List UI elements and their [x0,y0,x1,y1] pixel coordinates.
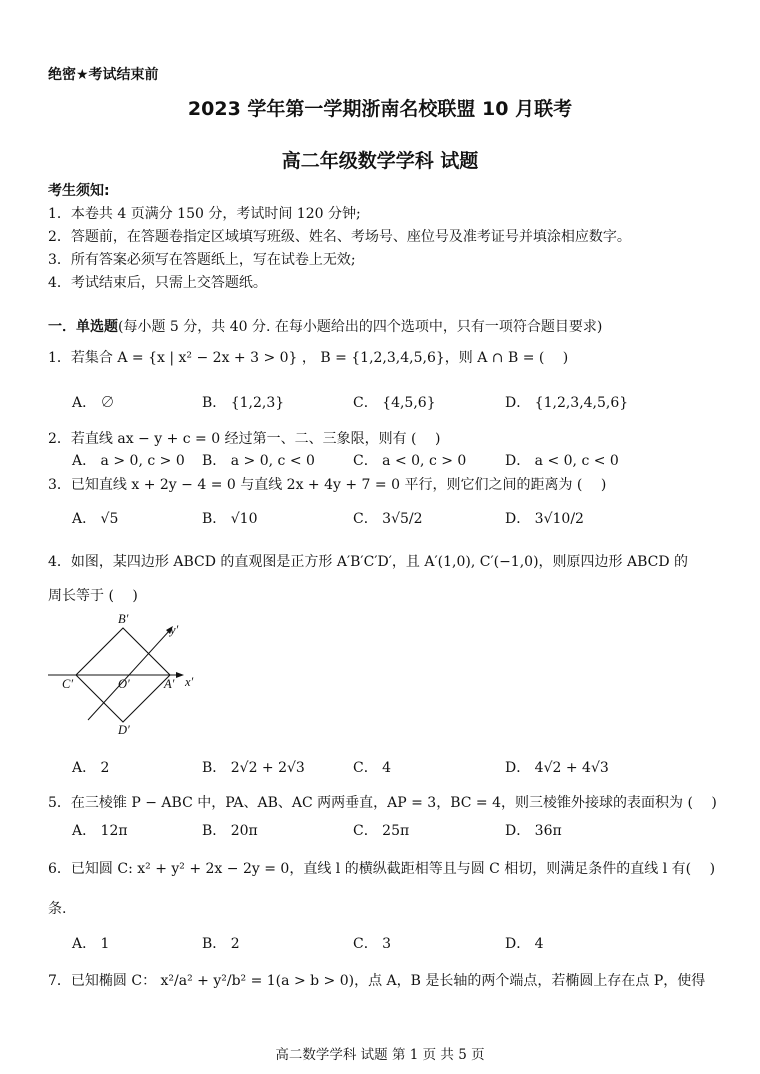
q4-figure [48,608,208,738]
notice-item: 4．考试结束后，只需上交答题纸。 [48,275,267,291]
section-heading [48,316,602,336]
question-7-stem: 7．已知椭圆 C： x²/a² + y²/b² = 1(a > b > 0)，点 A，B 是长轴的两个端点，若椭圆上存在点 P，使得 [48,973,706,989]
label-x: x′ [185,675,194,689]
q6-option-d: D． 4 [505,936,544,952]
q2-option-c: C． a < 0, c > 0 [353,453,467,469]
q1-option-a: A． ∅ [72,395,115,411]
section-desc: (每小题 5 分，共 40 分. 在每小题给出的四个选项中，只有一项符合题目要求) [118,319,603,335]
q5-option-b: B． 20π [202,823,258,839]
q3-option-b: B． √10 [202,511,258,527]
q4-option-d: D． 4√2 + 4√3 [505,760,609,776]
q3-option-a: A． √5 [72,511,119,527]
question-6-stem: 6．已知圆 C: x² + y² + 2x − 2y = 0，直线 l 的横纵截距相等且与圆 C 相切，则满足条件的直线 l 有( ) [48,861,716,877]
label-b: B′ [118,612,129,626]
label-a: A′ [164,677,175,691]
x-axis-arrow-icon [176,672,184,678]
question-4-stem: 4．如图，某四边形 ABCD 的直观图是正方形 A′B′C′D′，且 A′(1,0), C′(−1,0)，则原四边形 ABCD 的 [48,554,689,570]
page-footer: 高二数学学科 试题 第 1 页 共 5 页 [275,1047,485,1063]
label-o: O′ [118,677,130,691]
question-5-stem: 5．在三棱锥 P − ABC 中，PA、AB、AC 两两垂直，AP = 3，BC = 4，则三棱锥外接球的表面积为 ( ) [48,795,717,811]
label-c: C′ [62,677,74,691]
notice-item: 2．答题前，在答题卷指定区域填写班级、姓名、考场号、座位号及准考证号并填涂相应数字。 [48,229,631,245]
q2-option-a: A． a > 0, c > 0 [72,453,185,469]
secret-label: 绝密★考试结束前 [48,67,159,83]
q3-option-c: C． 3√5/2 [353,511,423,527]
q4-option-b: B． 2√2 + 2√3 [202,760,305,776]
question-4-stem-cont: 周长等于 ( ) [48,588,138,604]
q2-option-d: D． a < 0, c < 0 [505,453,619,469]
q3-option-d: D． 3√10/2 [505,511,584,527]
question-2-stem: 2．若直线 ax − y + c = 0 经过第一、二、三象限，则有 ( ) [48,431,441,447]
q4-option-a: A． 2 [72,760,110,776]
q5-option-c: C． 25π [353,823,410,839]
q5-option-d: D． 36π [505,823,562,839]
q1-option-b: B． {1,2,3} [202,395,285,411]
question-6-stem-cont: 条. [48,901,67,917]
q4-option-c: C． 4 [353,760,392,776]
question-3-stem: 3．已知直线 x + 2y − 4 = 0 与直线 2x + 4y + 7 = 0 平行，则它们之间的距离为 ( ) [48,477,607,493]
label-d: D′ [118,723,130,737]
q1-option-c: C． {4,5,6} [353,395,436,411]
exam-subtitle: 高二年级数学学科 试题 [281,150,479,172]
section-label: 一．单选题 [48,319,118,335]
notice-item: 3．所有答案必须写在答题纸上，写在试卷上无效; [48,252,356,268]
q5-option-a: A． 12π [72,823,128,839]
q1-option-d: D． {1,2,3,4,5,6} [505,395,629,411]
q2-option-b: B． a > 0, c < 0 [202,453,315,469]
q6-option-b: B． 2 [202,936,240,952]
notice-item: 1．本卷共 4 页满分 150 分，考试时间 120 分钟; [48,206,361,222]
q6-option-c: C． 3 [353,936,392,952]
question-1-stem: 1．若集合 A = {x | x² − 2x + 3 > 0} ， B = {1,2,3,4,5,6}，则 A ∩ B = ( ) [48,350,569,366]
notice-heading: 考生须知: [48,183,110,199]
label-y: y′ [170,623,179,637]
exam-title: 2023 学年第一学期浙南名校联盟 10 月联考 [187,98,573,120]
q6-option-a: A． 1 [72,936,110,952]
